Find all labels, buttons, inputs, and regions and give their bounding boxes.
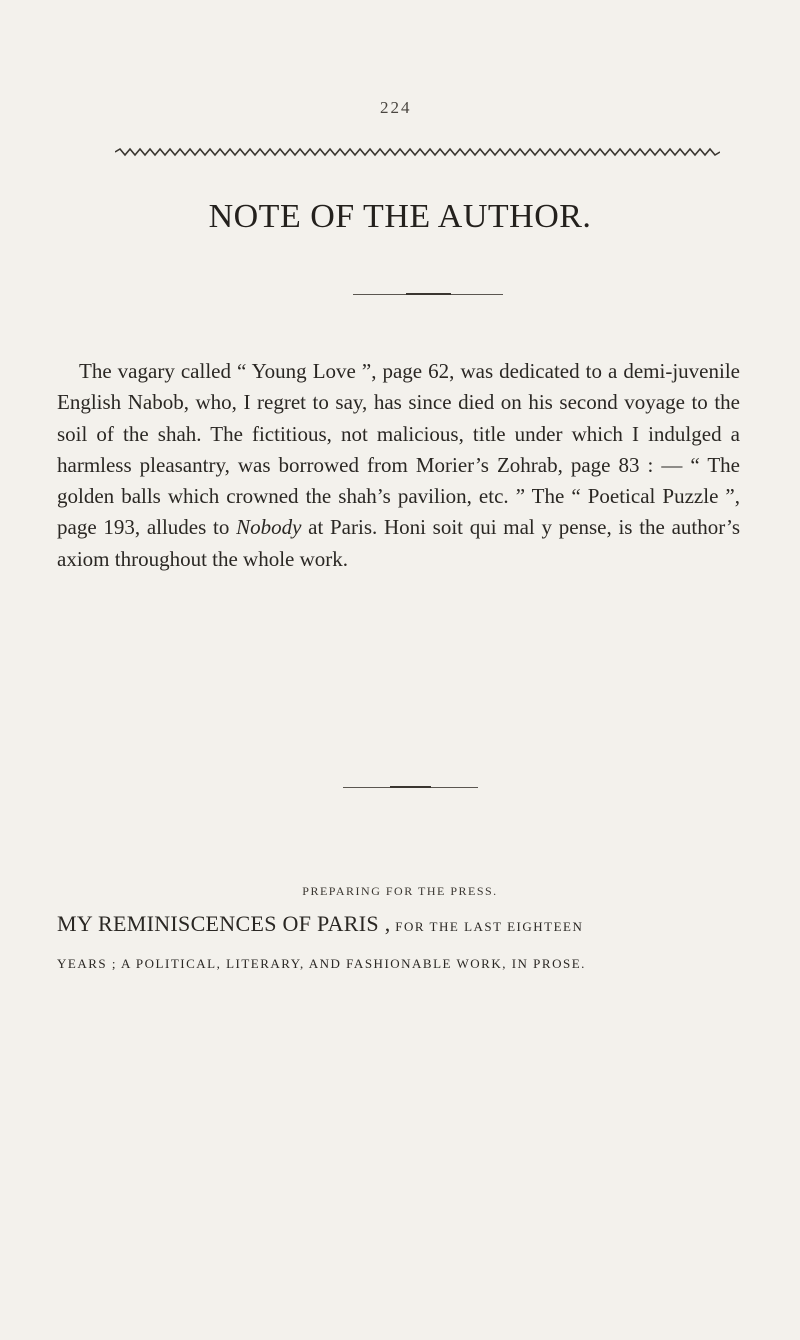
forthcoming-work: [57, 906, 742, 981]
note-paragraph: [57, 356, 740, 575]
page-number: 224: [380, 98, 412, 117]
note-italic-nobody: Nobody: [236, 515, 302, 540]
forthcoming-subtitle-first: FOR THE LAST EIGHTEEN: [390, 919, 584, 934]
note-text-part2: at Paris. Honi soit qui mal y pense, is the author’s axiom throughout the whole work.: [57, 515, 740, 571]
divider-rule: [353, 294, 503, 295]
preparing-label: PREPARING FOR THE PRESS.: [302, 884, 498, 898]
ornamental-rule: [115, 147, 720, 157]
divider-rule: [343, 787, 478, 788]
note-text-part1: The vagary called “ Young Love ”, page 62, was dedicated to a demi-juvenile English Nabob, who, I regret to say, has since died on his second voyage to the soil of the shah. The fictitious, not malicious, title under which I indulged a harmless pleasantry, was borrowed from Morier’s Zohrab, page 83 : — “ The golden balls which crowned the shah’s pavilion, etc. ” The “ Poetical Puzzle ”, page 193, alludes to: [57, 359, 740, 540]
forthcoming-title: MY REMINISCENCES OF PARIS ,: [57, 911, 391, 936]
page-title: NOTE OF THE AUTHOR.: [208, 198, 592, 235]
forthcoming-subtitle-rest: YEARS ; A POLITICAL, LITERARY, AND FASHIONABLE WORK, IN PROSE.: [57, 956, 586, 971]
